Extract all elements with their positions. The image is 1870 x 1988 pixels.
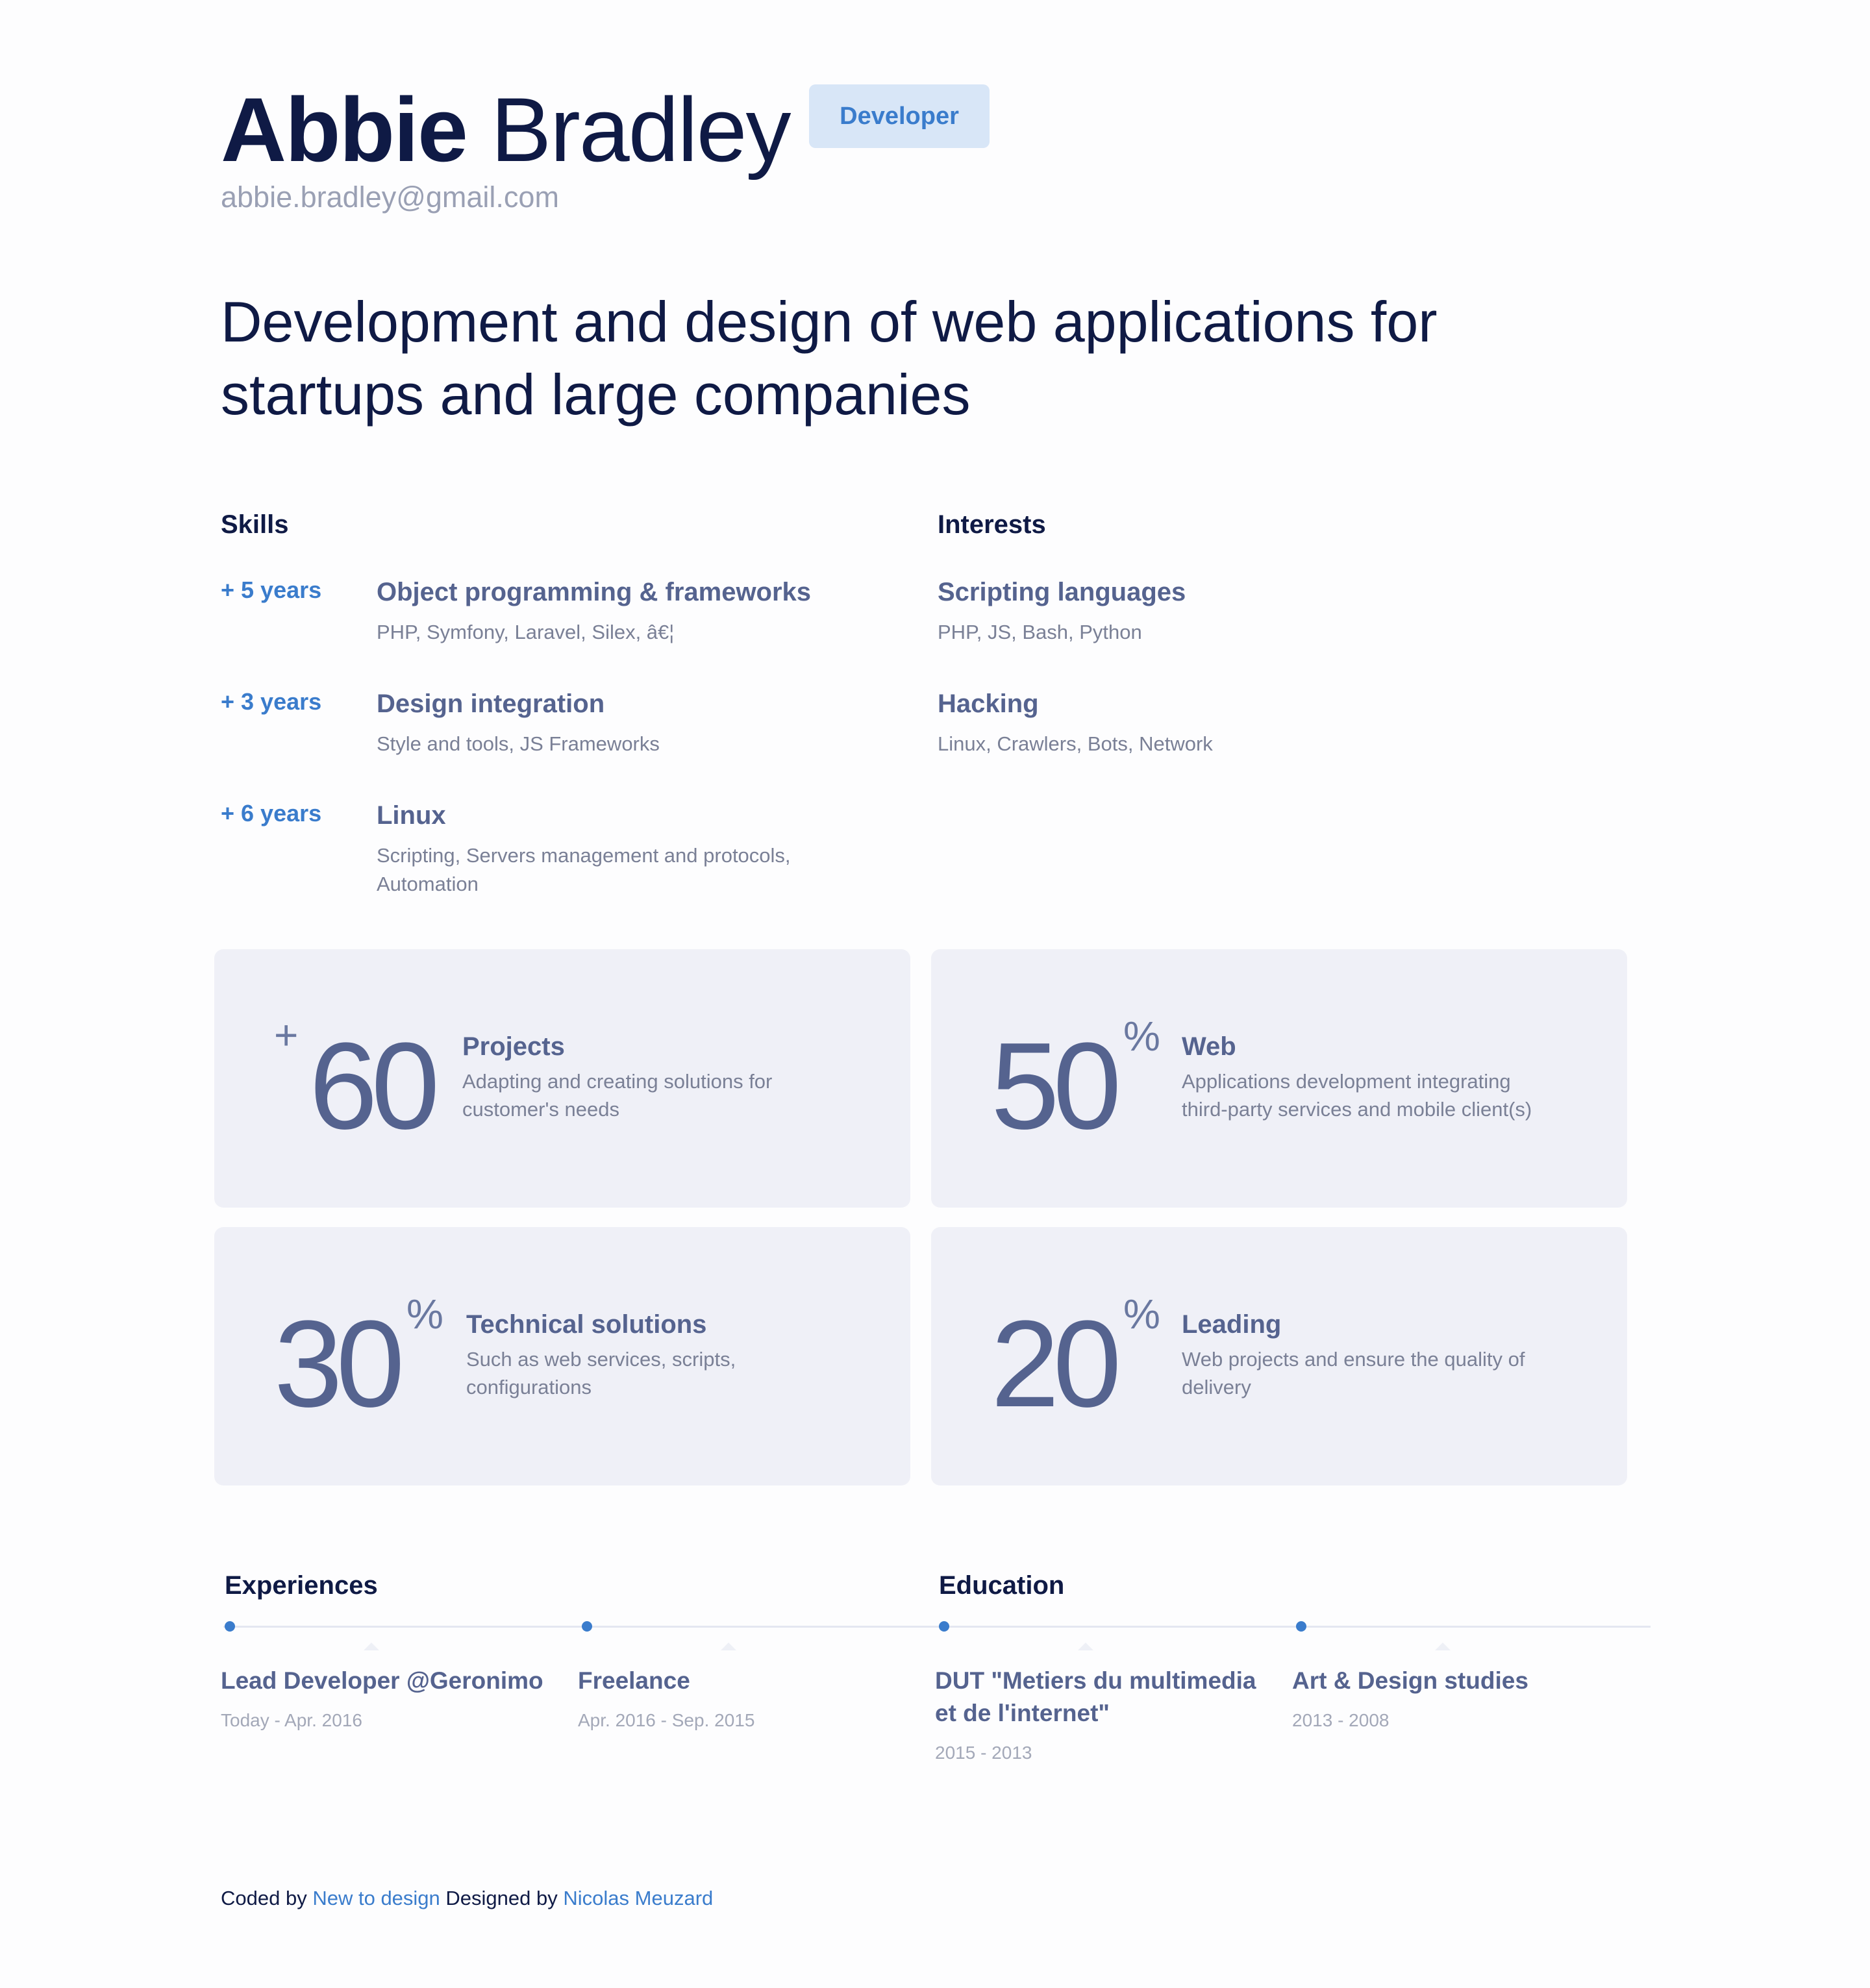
footer-coded-label: Coded by xyxy=(221,1887,307,1909)
stat-card-technical xyxy=(214,1227,910,1485)
timeline-caret xyxy=(1435,1643,1451,1650)
profile-header xyxy=(221,78,1649,214)
stat-value: 60 xyxy=(309,1017,434,1155)
experience-date: Today - Apr. 2016 xyxy=(221,1710,362,1730)
stat-suffix: % xyxy=(406,1291,443,1337)
interest-desc: Linux, Crawlers, Bots, Network xyxy=(938,732,1213,755)
stat-card-web xyxy=(931,949,1627,1208)
email-address[interactable]: abbie.bradley@gmail.com xyxy=(221,180,559,214)
stat-title: Technical solutions xyxy=(466,1310,707,1339)
role-badge: Developer xyxy=(809,84,990,148)
education-item xyxy=(935,1665,1273,1763)
stat-suffix: % xyxy=(1123,1013,1160,1060)
footer-credits xyxy=(221,1887,713,1910)
education-date: 2015 - 2013 xyxy=(935,1743,1032,1763)
skill-years: + 3 years xyxy=(221,688,322,715)
interest-title: Scripting languages xyxy=(938,578,1186,606)
stat-desc: Adapting and creating solutions for customer's needs xyxy=(462,1070,773,1121)
timeline-caret xyxy=(364,1643,379,1650)
stat-desc: Such as web services, scripts, configurations xyxy=(466,1348,736,1398)
skill-desc: Scripting, Servers management and protocols, Automation xyxy=(377,844,791,895)
education-heading: Education xyxy=(939,1571,1065,1600)
experience-item xyxy=(221,1665,558,1731)
skill-years: + 6 years xyxy=(221,800,322,826)
interest-title: Hacking xyxy=(938,690,1039,718)
timeline-caret xyxy=(1078,1643,1093,1650)
stat-title: Leading xyxy=(1182,1310,1282,1339)
education-item xyxy=(1292,1665,1630,1731)
stat-desc: Applications development integrating third-party services and mobile client(s) xyxy=(1182,1070,1532,1121)
footer-designed-label: Designed by xyxy=(445,1887,558,1909)
timeline-dot xyxy=(225,1621,235,1632)
experience-item xyxy=(578,1665,916,1731)
timeline-line xyxy=(223,1626,1651,1628)
education-date: 2013 - 2008 xyxy=(1292,1710,1390,1730)
profile-name xyxy=(221,78,790,182)
stat-value: 20 xyxy=(991,1295,1116,1433)
experiences-heading: Experiences xyxy=(225,1571,378,1600)
stat-suffix: % xyxy=(1123,1291,1160,1337)
interests-heading: Interests xyxy=(938,510,1046,539)
footer-coded-link[interactable]: New to design xyxy=(312,1887,440,1909)
stat-value: 30 xyxy=(274,1295,399,1433)
timeline-caret xyxy=(721,1643,736,1650)
skill-title: Design integration xyxy=(377,690,605,718)
timeline-dot xyxy=(582,1621,592,1632)
experience-title: Lead Developer @Geronimo xyxy=(221,1667,543,1694)
stat-desc: Web projects and ensure the quality of delivery xyxy=(1182,1348,1525,1398)
experience-date: Apr. 2016 - Sep. 2015 xyxy=(578,1710,755,1730)
education-title: Art & Design studies xyxy=(1292,1667,1528,1694)
stat-value: 50 xyxy=(991,1017,1116,1155)
skill-title: Linux xyxy=(377,801,446,830)
education-title: DUT "Metiers du multimedia et de l'internet" xyxy=(935,1667,1256,1726)
stat-title: Projects xyxy=(462,1032,565,1061)
last-name: Bradley xyxy=(490,79,790,180)
skill-desc: PHP, Symfony, Laravel, Silex, â€¦ xyxy=(377,621,675,643)
first-name: Abbie xyxy=(221,79,467,180)
interest-desc: PHP, JS, Bash, Python xyxy=(938,621,1142,643)
tagline: Development and design of web applications for startups and large companies xyxy=(221,290,1438,427)
footer-designed-link[interactable]: Nicolas Meuzard xyxy=(563,1887,714,1909)
stat-prefix: + xyxy=(274,1012,299,1058)
stat-card-projects xyxy=(214,949,910,1208)
skill-title: Object programming & frameworks xyxy=(377,578,812,606)
timeline-dot xyxy=(939,1621,949,1632)
experience-title: Freelance xyxy=(578,1667,690,1694)
skill-desc: Style and tools, JS Frameworks xyxy=(377,732,660,755)
skills-heading: Skills xyxy=(221,510,289,539)
timeline-dot xyxy=(1296,1621,1306,1632)
stat-card-leading xyxy=(931,1227,1627,1485)
stat-title: Web xyxy=(1182,1032,1236,1061)
skill-years: + 5 years xyxy=(221,577,322,603)
